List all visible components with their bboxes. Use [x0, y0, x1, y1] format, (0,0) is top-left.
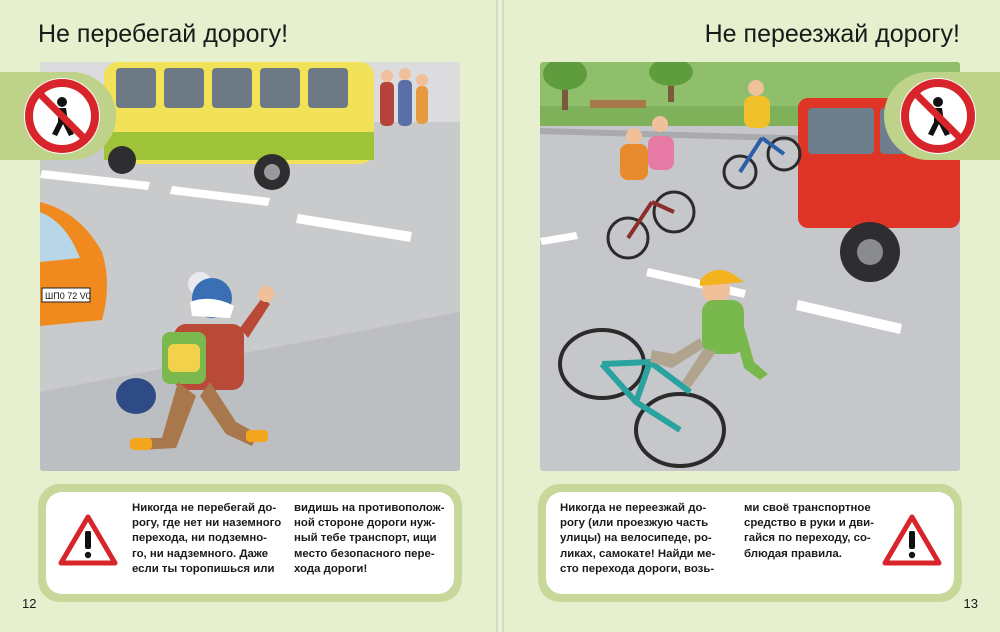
- text-line: улицы) на велосипеде, ро-: [560, 532, 712, 545]
- text-line: блюдая правила.: [744, 547, 842, 560]
- page-number: 13: [963, 596, 978, 611]
- left-page: [0, 0, 496, 632]
- text-line: Никогда не перебегай до-: [132, 502, 277, 514]
- sign-tab: [884, 72, 1000, 160]
- text-line: видишь на противополож-: [294, 502, 445, 514]
- book-spine: [496, 0, 504, 632]
- sign-tab: [0, 72, 116, 160]
- text-line: Никогда не переезжай до-: [560, 502, 707, 514]
- text-line: ной стороне дороги нуж-: [294, 517, 436, 530]
- info-box-inner: [546, 492, 954, 594]
- page-number: 12: [22, 596, 37, 611]
- text-line: средство в руки и дви-: [744, 517, 874, 530]
- info-text-column-1: [132, 501, 282, 577]
- warning-triangle-icon: [58, 514, 118, 566]
- text-line: го, ни надземного. Даже: [132, 547, 269, 560]
- info-text-column-1: [560, 501, 716, 577]
- info-box: [38, 484, 462, 602]
- page-title: Не переезжай дорогу!: [704, 20, 960, 48]
- text-line: место безопасного пере-: [294, 547, 435, 560]
- no-pedestrians-sign-icon: [896, 72, 980, 156]
- text-line: если ты торопишься или: [132, 562, 275, 575]
- info-box-inner: [46, 492, 454, 594]
- text-line: хода дороги!: [294, 562, 368, 575]
- info-text-column-2: [744, 501, 874, 562]
- text-line: сто перехода дороги, возь-: [560, 562, 715, 575]
- text-line: перехода, ни подземно-: [132, 532, 267, 545]
- info-box: [538, 484, 962, 602]
- info-text-column-2: [294, 501, 445, 577]
- text-line: гайся по переходу, со-: [744, 532, 871, 545]
- text-line: рогу (или проезжую часть: [560, 517, 709, 530]
- no-pedestrians-sign-icon: [20, 72, 104, 156]
- text-line: ный тебе транспорт, ищи: [294, 532, 437, 545]
- text-line: рогу, где нет ни наземного: [132, 517, 282, 530]
- page-title: Не перебегай дорогу!: [38, 20, 289, 48]
- text-line: ликах, самокате! Найди ме-: [560, 547, 716, 560]
- text-line: ми своё транспортное: [744, 502, 871, 514]
- license-plate: ШП0 72 V0: [45, 291, 91, 301]
- warning-triangle-icon: [882, 514, 942, 566]
